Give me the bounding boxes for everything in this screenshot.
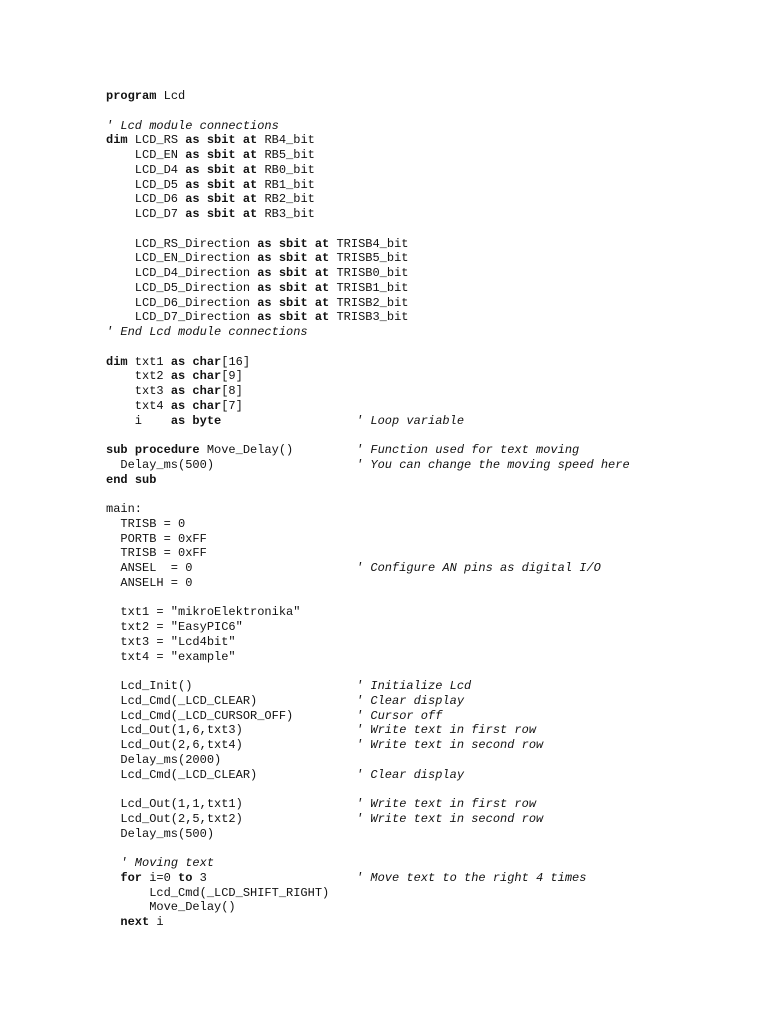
blank-line [106,841,746,856]
code-text: i=0 [142,870,179,885]
code-text: TRISB5_bit [329,251,409,266]
code-text: LCD_EN [106,148,186,162]
code-keyword: as [257,280,272,295]
code-comment: ' Write text in second row [356,738,544,752]
code-line [106,89,746,104]
code-keyword: to [178,870,193,885]
code-line [106,900,746,915]
code-keyword: sbit [206,162,236,177]
code-text: txt2 = "EasyPIC6" [106,620,243,634]
code-line [106,635,746,650]
code-text: txt1 = "mikroElektronika" [106,605,301,620]
code-text: [7] [221,398,243,413]
code-keyword: char [192,384,222,398]
code-text [272,296,279,310]
code-keyword: char [192,398,222,413]
blank-line [106,428,746,443]
code-line [106,856,746,871]
code-line [106,148,746,163]
blank-line [106,487,746,502]
code-keyword: as [257,266,272,280]
code-keyword: as [257,295,272,310]
code-comment: ' Write text in first row [356,723,537,738]
code-line [106,163,746,178]
code-text [272,310,279,324]
code-text: Move_Delay() [199,443,294,457]
code-text [308,281,315,295]
code-line [106,192,746,207]
code-line [106,384,746,399]
code-line [106,871,746,886]
code-line [106,178,746,193]
code-line [106,443,746,458]
code-text [236,163,243,177]
code-text: Lcd_Out(2,5,txt2) [106,811,243,826]
code-text: txt4 [106,398,171,413]
code-keyword: program [106,89,157,103]
code-keyword: as [257,236,272,251]
code-comment: ' Cursor off [356,708,443,723]
code-line [106,355,746,370]
code-keyword: as [185,177,200,192]
code-text: ANSELH = 0 [106,575,193,590]
code-text: LCD_D4_Direction [106,266,258,280]
code-text [128,443,135,457]
code-text [272,281,279,295]
code-listing [106,89,746,930]
code-text: txt2 [106,369,171,384]
blank-line [106,664,746,679]
code-keyword: sbit [278,251,308,266]
code-line [106,797,746,812]
code-line [106,458,746,473]
code-text [106,856,120,870]
code-keyword: sbit [206,207,236,221]
code-comment: ' Clear display [356,767,465,782]
code-keyword: as [170,398,186,413]
code-line [106,886,746,901]
code-line [106,709,746,724]
code-line [106,310,746,325]
code-keyword: as [170,413,186,428]
code-keyword: procedure [134,443,200,457]
code-text [308,266,315,280]
code-text [272,237,279,251]
code-keyword: at [314,236,330,251]
blank-line [106,591,746,606]
code-line [106,266,746,281]
code-text [106,871,120,885]
code-line [106,399,746,414]
code-text [272,266,279,280]
code-comment: ' Initialize Lcd [356,679,472,693]
code-keyword: at [242,133,258,148]
code-line [106,753,746,768]
code-line [106,605,746,620]
blank-line [106,340,746,355]
code-text: Lcd_Cmd(_LCD_CLEAR) [106,767,258,782]
code-line [106,517,746,532]
code-keyword: sub [106,443,128,457]
code-text [308,251,315,265]
code-text: Lcd_Out(1,6,txt3) [106,723,243,738]
code-text: RB1_bit [257,177,315,192]
code-keyword: as [185,192,200,207]
code-keyword: byte [192,413,222,428]
code-text [128,473,135,487]
code-keyword: sub [134,472,157,487]
code-line [106,502,746,517]
code-keyword: at [242,207,258,221]
code-line [106,369,746,384]
code-line [106,650,746,665]
code-line [106,738,746,753]
code-keyword: as [170,369,186,384]
code-text: TRISB4_bit [329,236,409,251]
code-text: txt1 [127,354,171,369]
code-text: [16] [221,354,251,369]
code-keyword: sbit [206,148,236,162]
code-line [106,723,746,738]
code-line [106,576,746,591]
code-keyword: next [120,915,150,929]
code-keyword: dim [106,133,128,148]
code-line [106,296,746,311]
code-line [106,620,746,635]
code-keyword: at [242,148,258,162]
code-text [236,207,243,221]
code-text: RB2_bit [257,192,315,207]
code-keyword: sbit [206,133,236,148]
code-keyword: as [185,148,200,162]
code-text: TRISB1_bit [329,280,409,295]
code-text: txt3 [106,384,171,398]
code-text: LCD_D5_Direction [106,280,258,295]
code-text: LCD_D5 [106,177,186,192]
code-keyword: at [242,177,258,192]
code-text: RB4_bit [257,133,315,148]
code-keyword: as [257,251,272,266]
code-comment: ' Function used for text moving [356,443,580,457]
code-text: Move_Delay() [106,900,236,915]
code-keyword: at [314,266,330,280]
code-keyword: at [242,192,258,207]
code-keyword: as [185,162,200,177]
code-text: RB3_bit [257,207,315,221]
code-text [272,251,279,265]
code-keyword: sbit [278,295,308,310]
code-line [106,207,746,222]
code-text: LCD_RS_Direction [106,236,258,251]
code-text [200,207,207,221]
code-keyword: as [257,310,272,325]
code-line [106,473,746,488]
code-text: PORTB = 0xFF [106,531,207,546]
code-text: TRISB3_bit [329,310,409,325]
code-keyword: sbit [206,192,236,207]
code-line [106,679,746,694]
code-text: LCD_EN_Direction [106,251,258,266]
code-text: LCD_D4 [106,162,186,177]
code-text [308,237,315,251]
code-text: 3 [192,870,207,885]
code-text: Delay_ms(500) [106,457,215,472]
code-text [200,178,207,192]
code-text: RB5_bit [257,148,315,162]
code-comment: ' End Lcd module connections [106,325,308,339]
code-comment: ' You can change the moving speed here [356,457,630,472]
code-text [200,163,207,177]
code-text: TRISB0_bit [329,266,409,280]
code-line [106,532,746,547]
code-text [308,296,315,310]
code-line [106,237,746,252]
code-keyword: at [314,251,330,266]
code-text: TRISB2_bit [329,295,409,310]
code-text: LCD_RS [127,133,186,148]
code-text: txt3 = "Lcd4bit" [106,634,236,649]
code-keyword: as [185,133,200,148]
code-line [106,561,746,576]
code-line [106,251,746,266]
code-keyword: dim [106,354,128,369]
code-line [106,546,746,561]
code-text [200,148,207,162]
code-text [236,148,243,162]
code-comment: ' Write text in second row [356,811,544,826]
code-text: main: [106,502,143,516]
code-text: i [106,413,171,428]
code-text [308,310,315,324]
code-keyword: sbit [206,177,236,192]
code-line [106,325,746,340]
code-text: TRISB = 0xFF [106,546,207,561]
code-text [106,915,120,929]
code-text: Lcd [156,89,186,103]
code-comment: ' Loop variable [356,413,465,428]
code-text: i [149,915,164,929]
code-text: ANSEL = 0 [106,561,193,575]
code-text: RB0_bit [257,162,315,177]
code-text: Lcd_Out(2,6,txt4) [106,738,243,752]
code-text [200,192,207,206]
code-keyword: at [314,280,330,295]
code-text: [8] [221,384,243,398]
code-text: Lcd_Cmd(_LCD_SHIFT_RIGHT) [106,885,330,900]
code-text [200,133,207,147]
blank-line [106,104,746,119]
code-keyword: end [106,472,128,487]
code-text: Delay_ms(2000) [106,752,222,767]
code-keyword: as [170,384,186,398]
code-line [106,768,746,783]
code-line [106,827,746,842]
code-keyword: sbit [278,266,308,280]
code-keyword: sbit [278,310,308,325]
code-line [106,694,746,709]
code-text: Lcd_Out(1,1,txt1) [106,797,243,811]
code-keyword: as [170,354,186,369]
code-line [106,915,746,930]
code-text: LCD_D7_Direction [106,310,258,325]
code-line [106,812,746,827]
code-comment: ' Configure AN pins as digital I/O [356,561,601,575]
code-text: Lcd_Cmd(_LCD_CLEAR) [106,693,258,708]
code-comment: ' Write text in first row [356,797,537,811]
code-comment: ' Moving text [120,856,215,870]
code-keyword: for [120,870,143,885]
code-text: LCD_D7 [106,207,186,221]
code-keyword: sbit [278,280,308,295]
code-line [106,414,746,429]
code-comment: ' Move text to the right 4 times [356,870,587,885]
code-comment: ' Clear display [356,693,465,708]
code-text: Lcd_Init() [106,679,193,693]
code-line [106,119,746,134]
code-comment: ' Lcd module connections [106,118,279,133]
code-keyword: at [314,295,330,310]
code-text: Lcd_Cmd(_LCD_CURSOR_OFF) [106,708,294,723]
code-text [236,133,243,147]
code-keyword: char [192,369,222,384]
code-keyword: char [192,354,222,369]
code-text: Delay_ms(500) [106,826,215,841]
code-line [106,133,746,148]
code-text [236,178,243,192]
code-keyword: sbit [278,236,308,251]
code-text: TRISB = 0 [106,516,186,531]
code-text: LCD_D6 [106,192,186,207]
code-text: [9] [221,369,243,384]
code-line [106,281,746,296]
code-keyword: at [314,310,330,325]
code-keyword: as [185,207,200,221]
code-text: txt4 = "example" [106,649,236,664]
blank-line [106,222,746,237]
blank-line [106,782,746,797]
code-text [236,192,243,206]
code-text: LCD_D6_Direction [106,295,258,310]
code-keyword: at [242,162,258,177]
